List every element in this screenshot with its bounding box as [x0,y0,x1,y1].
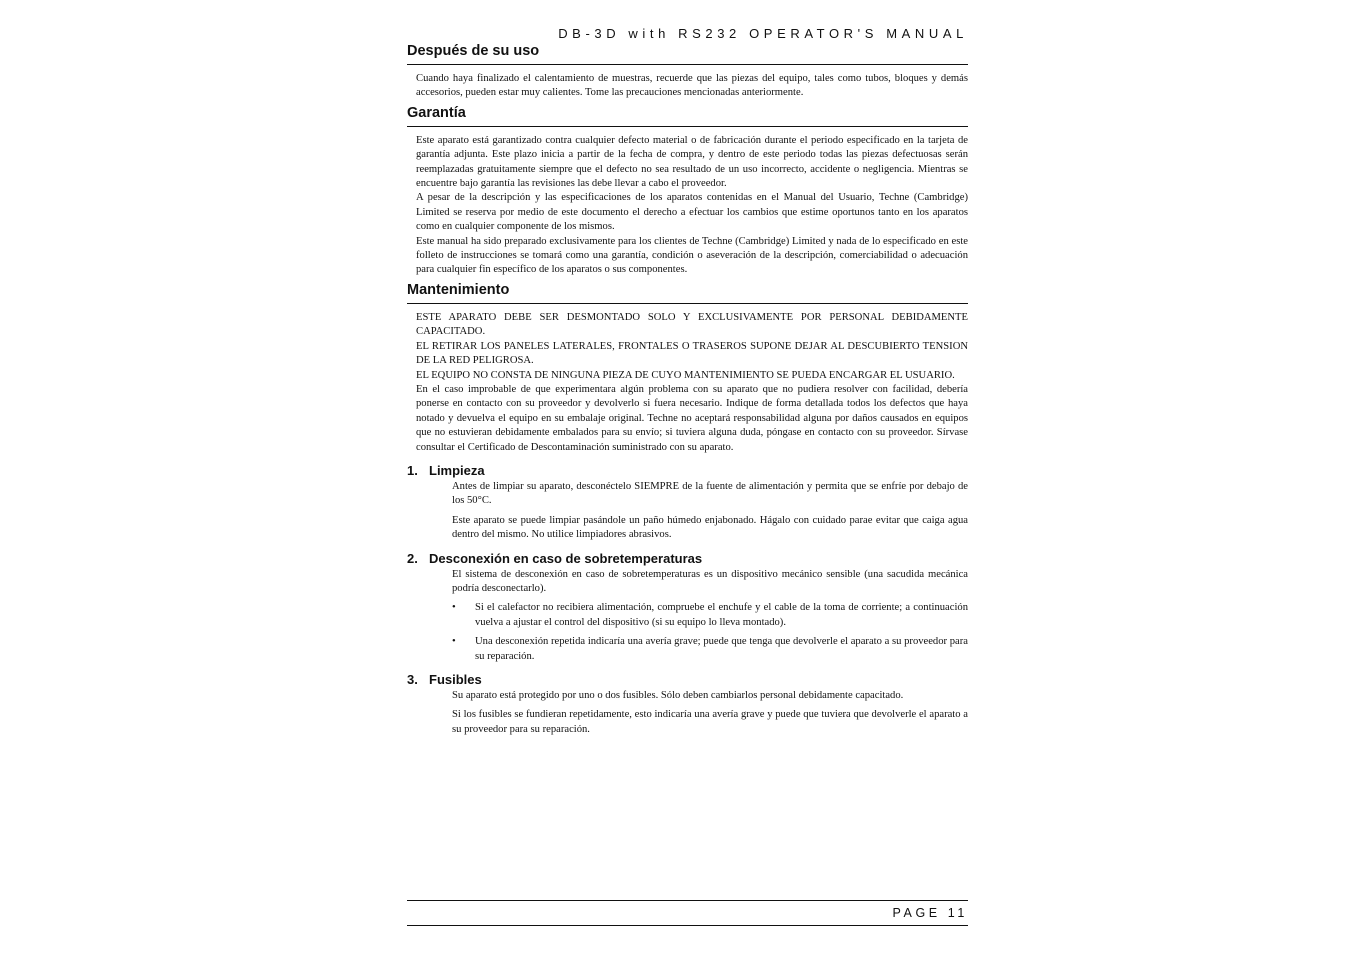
paragraph: Este aparato está garantizado contra cualquier defecto material o de fabricación durante el periodo especificado en la tarjeta de garantía adjunta. Este plazo inicia a partir de la fecha de compra, y dentro de este periodo todas las piezas defectuosas serán reemplazadas gratuitamente siempre que el defecto no sea resultado de un uso incorrecto, accidente o negligencia. Mientras se encuentre bajo garantía las revisiones las debe llevar a cabo el proveedor. [416,134,968,190]
subsection-limpieza [407,463,968,543]
paragraph: El sistema de desconexión en caso de sobretemperaturas es un dispositivo mecánico sensible (una sacudida mecánica podría desconectarlo). [452,568,968,594]
section-despues-de-su-uso [407,42,968,101]
paragraph-warning: ESTE APARATO DEBE SER DESMONTADO SOLO Y EXCLUSIVAMENTE POR PERSONAL DEBIDAMENTE CAPACITADO. [416,311,968,338]
subsection-title: Limpieza [429,462,485,478]
section-mantenimiento [407,281,968,737]
bullet-marker: • [452,602,456,614]
paragraph: Su aparato está protegido por uno o dos fusibles. Sólo deben cambiarlos personal debidamente capacitado. [452,690,904,701]
bullet-text: Una desconexión repetida indicaría una avería grave; puede que tenga que devolverle el aparato a su proveedor para su reparación. [475,636,968,662]
manual-page [407,0,968,954]
paragraph: Antes de limpiar su aparato, desconéctelo SIEMPRE de la fuente de alimentación y permita que se enfríe por debajo de los 50°C. [452,480,968,507]
paragraph: A pesar de la descripción y las especificaciones de los aparatos contenidas en el Manual del Usuario, Techne (Cambridge) Limited se reserva por medio de este documento el derecho a efectuar los cambios que estime oportunos tanto en los aparatos como en cualquier componente de los mismos. [416,192,968,233]
paragraph-warning: EL RETIRAR LOS PANELES LATERALES, FRONTALES O TRASEROS SUPONE DEJAR AL DESCUBIERTO TENSION DE LA RED PELIGROSA. [416,340,968,367]
list-item [452,635,968,664]
bullet-marker: • [452,636,456,648]
subsection-number: 3. [407,672,418,687]
subsection-number: 1. [407,462,418,478]
page-content [407,42,968,737]
paragraph: Si los fusibles se fundieran repetidamente, esto indicaría una avería grave y puede que tuviera que devolverle el aparato a su proveedor para su reparación. [452,709,968,735]
paragraph: En el caso improbable de que experimentara algún problema con su aparato que no pudiera resolver con facilidad, debería ponerse en contacto con su proveedor y devolverlo si fuera necesario. Indique de forma detallada todos los defectos que haya notado y devuelva el equipo en su embalaje original. Techne no aceptará responsabilidad alguna por daños causados en equipos que no estuvieran debidamente embalados para su envío; si tuviera alguna duda, póngase en contacto con su proveedor. Sírvase consultar el Certificado de Descontaminación suministrado con su aparato. [416,383,968,453]
footer-divider [407,900,968,901]
paragraph: Este aparato se puede limpiar pasándole un paño húmedo enjabonado. Hágalo con cuidado parae evitar que caiga agua dentro del mismo. No utilice limpiadores abrasivos. [452,514,968,541]
section-title: Mantenimiento [407,281,968,304]
section-title: Garantía [407,104,968,127]
section-title: Después de su uso [407,42,968,65]
list-item [452,601,968,630]
paragraph-warning: EL EQUIPO NO CONSTA DE NINGUNA PIEZA DE CUYO MANTENIMIENTO SE PUEDA ENCARGAR EL USUARIO. [416,369,955,381]
running-header: DB-3D with RS232 OPERATOR'S MANUAL [558,26,968,41]
section-garantia [407,104,968,278]
paragraph: Cuando haya finalizado el calentamiento de muestras, recuerde que las piezas del equipo, tales como tubos, bloques y demás accesorios, pueden estar muy calientes. Tome las precauciones mencionadas anteriormente. [416,73,968,99]
subsection-number: 2. [407,550,418,566]
footer-divider [407,925,968,926]
subsection-fusibles [407,672,968,737]
paragraph: Este manual ha sido preparado exclusivamente para los clientes de Techne (Cambridge) Limited y nada de lo especificado en este folleto de instrucciones se tomará como una garantía, condición o aseveración de la descripción, comerciabilidad o adecuación para cualquier fin específico de los aparatos o sus componentes. [416,235,968,276]
subsection-title: Fusibles [429,672,482,687]
bullet-text: Si el calefactor no recibiera alimentación, compruebe el enchufe y el cable de la toma de corriente; a continuación vuelva a ajustar el control del dispositivo (si su equipo lo lleva montado). [475,602,968,628]
page-number: PAGE 11 [892,906,968,920]
subsection-desconexion [407,551,968,664]
subsection-title: Desconexión en caso de sobretemperaturas [429,550,703,566]
